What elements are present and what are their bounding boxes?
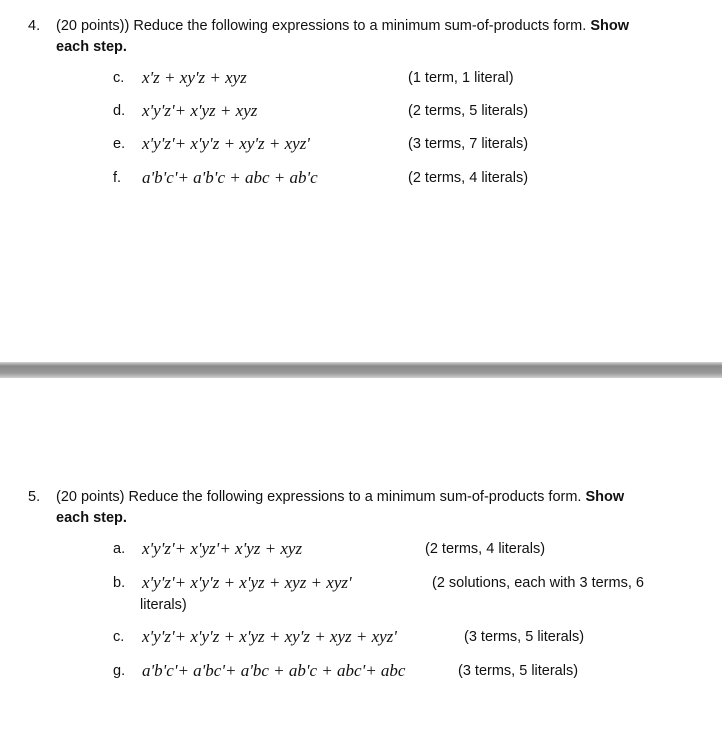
item-requirement-note: (3 terms, 5 literals) — [458, 663, 579, 679]
question-5-item — [0, 627, 722, 651]
item-letter: c. — [113, 70, 125, 86]
question-5-text: (20 points) Reduce the following expressions to a minimum sum-of-products form. — [56, 489, 582, 505]
item-letter: a. — [113, 541, 126, 557]
item-requirement-note: (3 terms, 5 literals) — [464, 629, 585, 645]
question-5-item — [0, 661, 722, 685]
item-letter: e. — [113, 136, 126, 152]
item-letter: f. — [113, 170, 122, 186]
item-letter: g. — [113, 663, 126, 679]
question-4-item — [0, 101, 722, 125]
boolean-expression: x'z + xy'z + xyz — [142, 68, 247, 87]
item-requirement-note: (2 terms, 5 literals) — [408, 103, 529, 119]
item-requirement-note-continued: literals) — [140, 597, 187, 613]
question-5-each-step-text: each step. — [56, 510, 127, 526]
question-4-each-step-text: each step. — [56, 39, 127, 55]
question-4-item — [0, 168, 722, 192]
question-4-number: 4. — [28, 18, 41, 34]
question-5-item — [0, 573, 722, 597]
item-requirement-note: (2 terms, 4 literals) — [408, 170, 529, 186]
boolean-expression: x'y'z'+ x'yz + xyz — [142, 101, 258, 120]
boolean-expression: x'y'z'+ x'yz'+ x'yz + xyz — [142, 539, 303, 558]
question-5-number: 5. — [28, 489, 41, 505]
item-letter: d. — [113, 103, 126, 119]
boolean-expression: x'y'z'+ x'y'z + xy'z + xyz' — [142, 134, 310, 153]
question-4-instructions — [56, 16, 696, 58]
question-5-show-text: Show — [585, 489, 625, 505]
question-4-show-text: Show — [590, 18, 629, 34]
question-4-text: (20 points)) Reduce the following expressions to a minimum sum-of-products form. — [56, 18, 587, 34]
boolean-expression: x'y'z'+ x'y'z + x'yz + xyz + xyz' — [142, 573, 352, 592]
page-divider — [0, 362, 722, 378]
boolean-expression: x'y'z'+ x'y'z + x'yz + xy'z + xyz + xyz' — [142, 627, 397, 646]
item-letter: c. — [113, 629, 125, 645]
item-letter: b. — [113, 575, 126, 591]
question-5-instructions — [56, 487, 696, 529]
question-5-section — [0, 380, 722, 733]
item-requirement-note: (2 terms, 4 literals) — [425, 541, 546, 557]
question-4-item — [0, 68, 722, 92]
item-requirement-note: (1 term, 1 literal) — [408, 70, 514, 86]
boolean-expression: a'b'c'+ a'bc'+ a'bc + ab'c + abc'+ abc — [142, 661, 406, 680]
item-requirement-note: (3 terms, 7 literals) — [408, 136, 529, 152]
question-5-item — [0, 539, 722, 563]
boolean-expression: a'b'c'+ a'b'c + abc + ab'c — [142, 168, 318, 187]
item-requirement-note: (2 solutions, each with 3 terms, 6 — [432, 575, 644, 591]
question-4-item — [0, 134, 722, 158]
question-4-section — [0, 0, 722, 362]
